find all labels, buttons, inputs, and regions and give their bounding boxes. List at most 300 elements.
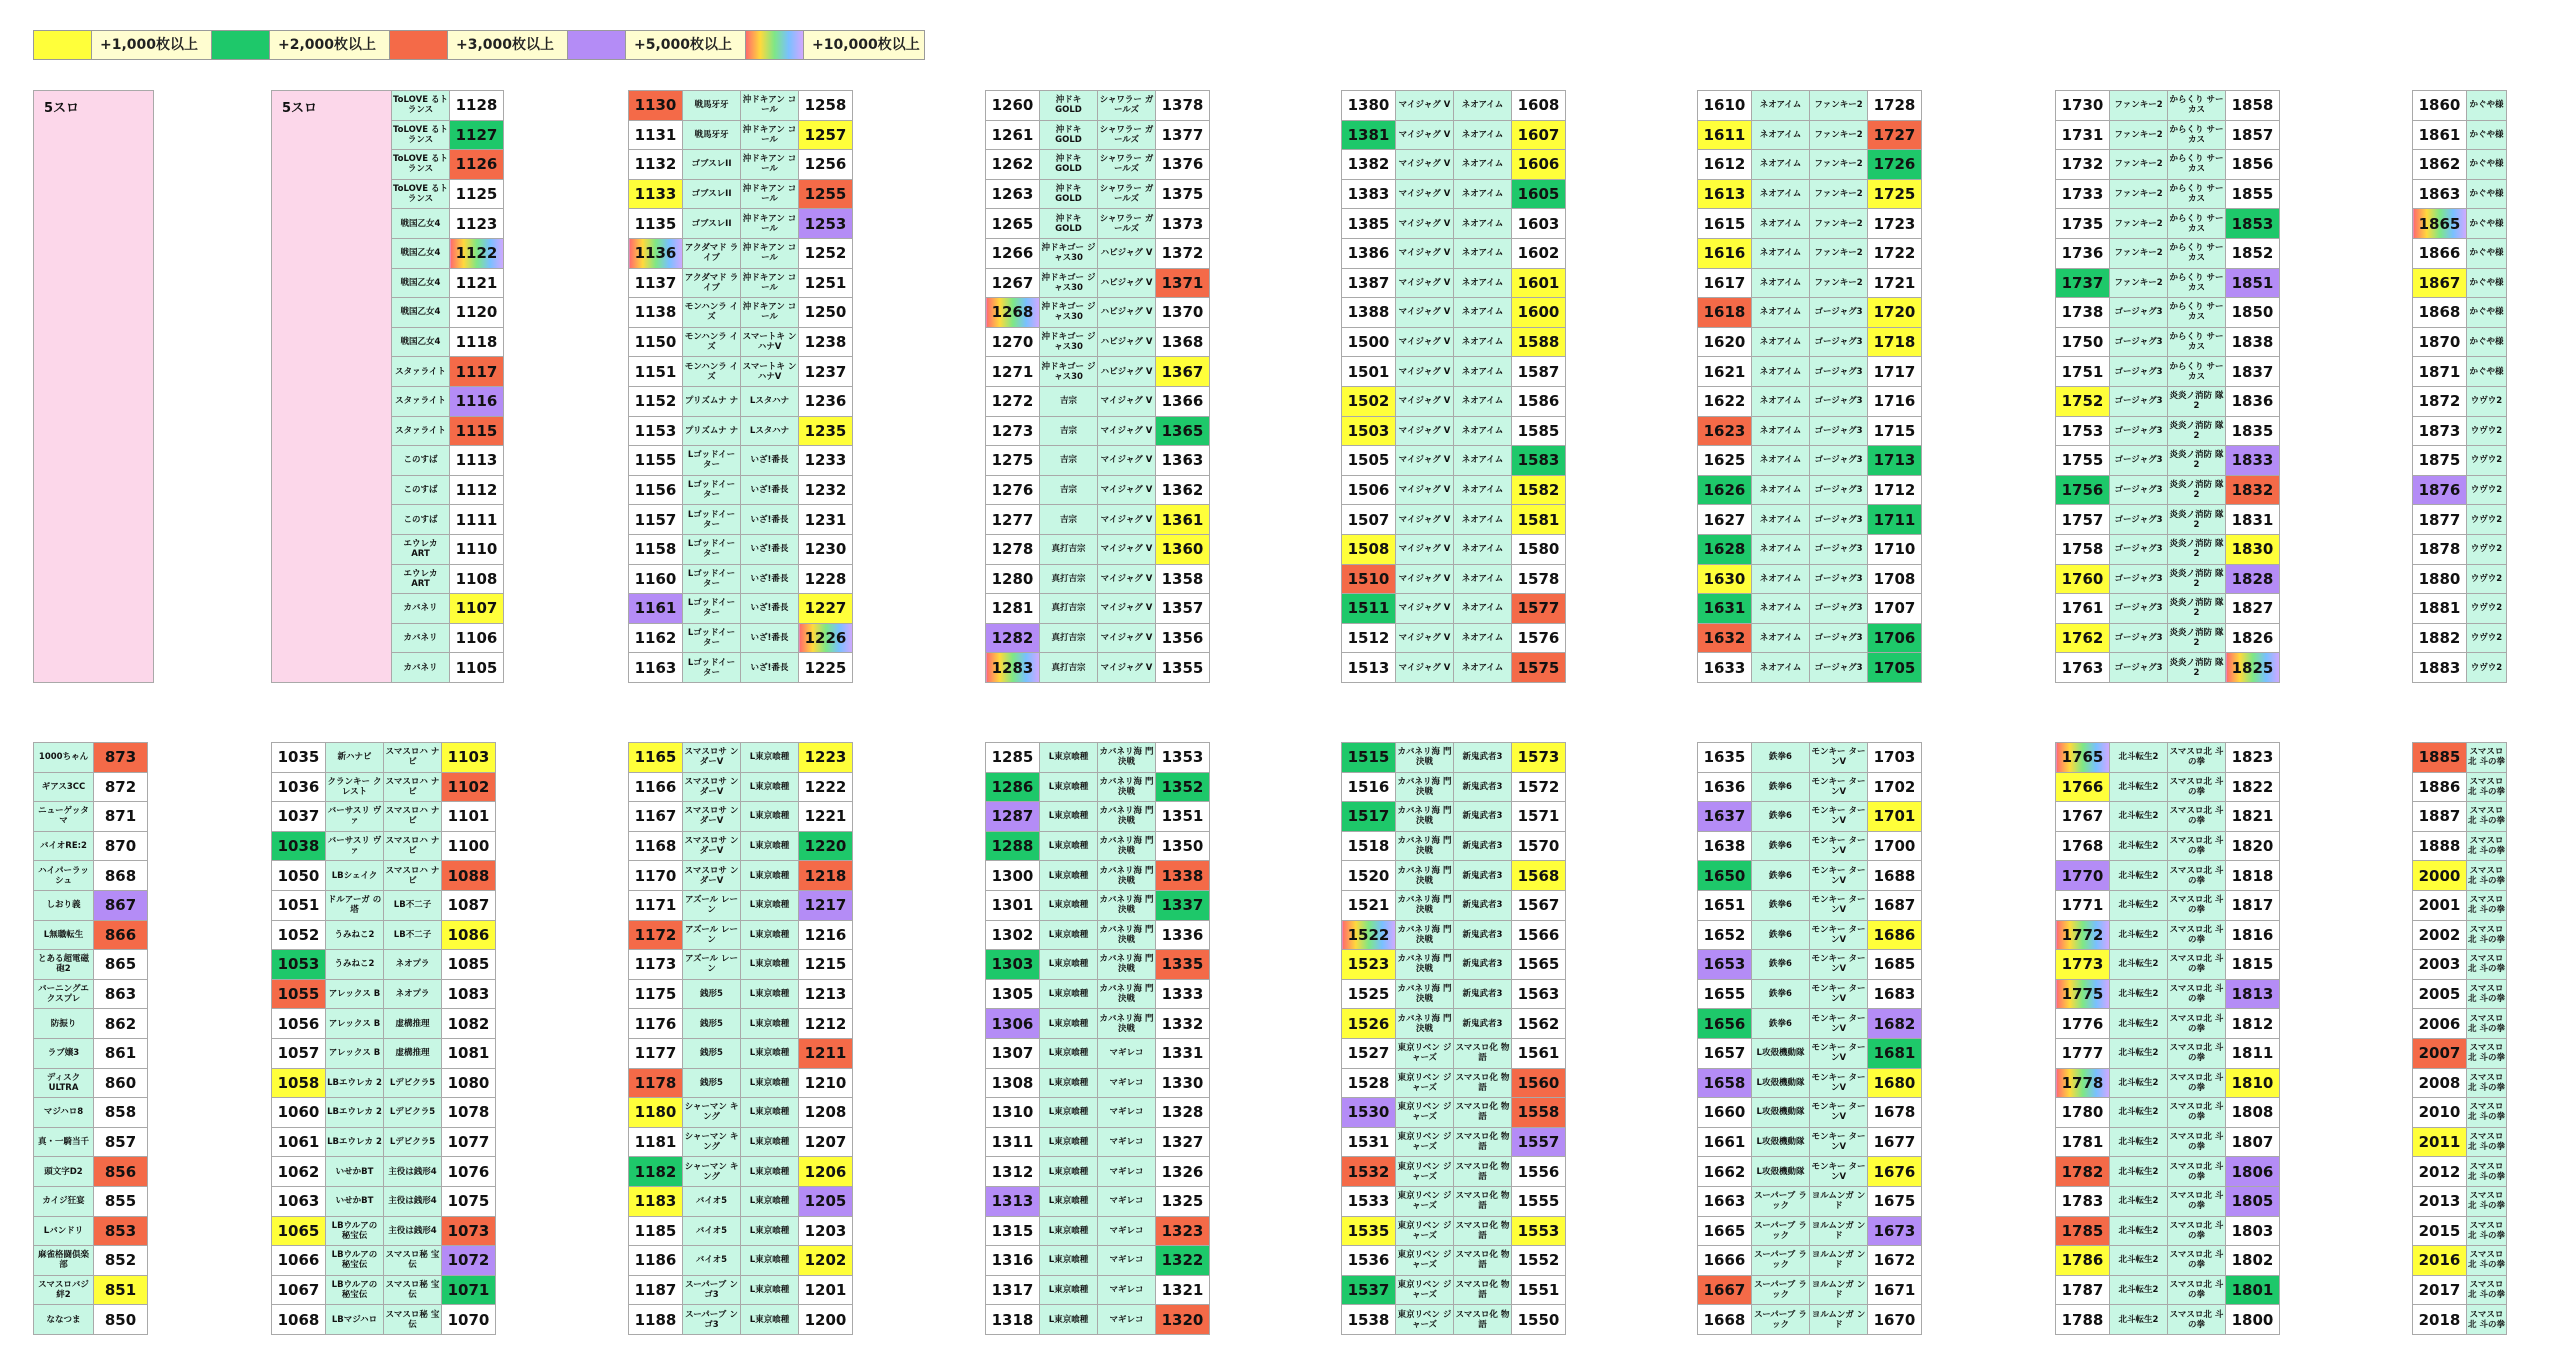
machine-name: カバネリ海 門決戦 xyxy=(1396,861,1454,891)
machine-name: スマスロサ ンダーV xyxy=(683,743,741,773)
machine-name: 北斗転生2 xyxy=(2110,1186,2168,1216)
machine-number: 2008 xyxy=(2413,1068,2467,1098)
machine-name: スマスロ北 斗の拳 xyxy=(2467,1068,2507,1098)
machine-number: 1352 xyxy=(1156,772,1210,802)
machine-name: カバネリ海 門決戦 xyxy=(1098,772,1156,802)
machine-name: スマスロサ ンダーV xyxy=(683,861,741,891)
machine-number: 1237 xyxy=(799,357,853,387)
machine-row xyxy=(629,920,853,950)
machine-row xyxy=(629,505,853,535)
machine-name: 東京リベン ジャーズ xyxy=(1396,1038,1454,1068)
machine-name: ファンキー2 xyxy=(1810,91,1868,121)
machine-number: 1715 xyxy=(1868,416,1922,446)
machine-number: 1636 xyxy=(1698,772,1752,802)
machine-name: 鉄拳6 xyxy=(1752,802,1810,832)
machine-name: ゴージャグ3 xyxy=(2110,446,2168,476)
machine-number: 1121 xyxy=(450,268,504,298)
machine-row xyxy=(2413,1068,2507,1098)
legend-swatch xyxy=(212,31,270,59)
machine-row xyxy=(1698,268,1922,298)
machine-row xyxy=(986,268,1210,298)
machine-number: 1185 xyxy=(629,1216,683,1246)
machine-name: 主役は銭形4 xyxy=(384,1186,442,1216)
machine-row xyxy=(629,534,853,564)
machine-number: 1857 xyxy=(2226,120,2280,150)
machine-row xyxy=(986,1127,1210,1157)
machine-number: 1751 xyxy=(2056,357,2110,387)
machine-name: マイジャグ V xyxy=(1396,653,1454,683)
machine-name: ゴージャグ3 xyxy=(1810,594,1868,624)
machine-number: 1082 xyxy=(442,1009,496,1039)
machine-name: マギレコ xyxy=(1098,1186,1156,1216)
machine-name: カバネリ海 門決戦 xyxy=(1396,979,1454,1009)
machine-row xyxy=(2056,209,2280,239)
machine-row xyxy=(34,831,148,861)
machine-number: 1230 xyxy=(799,534,853,564)
machine-name: Lデビクラ5 xyxy=(384,1127,442,1157)
machine-row xyxy=(2056,594,2280,624)
machine-number: 1065 xyxy=(272,1216,326,1246)
machine-name: スマスロ北 斗の拳 xyxy=(2168,1038,2226,1068)
machine-name: Lゴッドイー ター xyxy=(683,505,741,535)
machine-number: 2011 xyxy=(2413,1127,2467,1157)
machine-name: ウヴウ2 xyxy=(2467,564,2507,594)
machine-number: 1870 xyxy=(2413,327,2467,357)
legend-item xyxy=(746,31,924,59)
machine-number: 1606 xyxy=(1512,150,1566,180)
machine-row xyxy=(2056,831,2280,861)
machine-row xyxy=(272,950,496,980)
machine-number: 1280 xyxy=(986,564,1040,594)
machine-row xyxy=(986,743,1210,773)
machine-name: ゴージャグ3 xyxy=(1810,505,1868,535)
machine-number: 1071 xyxy=(442,1275,496,1305)
machine-name: ネオアイム xyxy=(1454,564,1512,594)
machine-number: 1085 xyxy=(442,950,496,980)
machine-number: 1765 xyxy=(2056,743,2110,773)
machine-name: L東京喰種 xyxy=(1040,920,1098,950)
machine-name: Lゴッドイー ター xyxy=(683,475,741,505)
machine-name: ネオアイム xyxy=(1752,268,1810,298)
machine-name: L東京喰種 xyxy=(1040,979,1098,1009)
machine-name: スマスロハ ナビ xyxy=(384,743,442,773)
machine-name: 鉄拳6 xyxy=(1752,979,1810,1009)
machine-number: 1211 xyxy=(799,1038,853,1068)
machine-name: 沖ドキゴー ジャス30 xyxy=(1040,238,1098,268)
machine-number: 855 xyxy=(94,1186,148,1216)
machine-name: 東京リベン ジャーズ xyxy=(1396,1246,1454,1276)
machine-name: 沖ドキアン コール xyxy=(741,298,799,328)
machine-number: 1668 xyxy=(1698,1305,1752,1335)
machine-row xyxy=(629,1068,853,1098)
machine-name: スマスロ北 斗の拳 xyxy=(2467,1009,2507,1039)
machine-name: マイジャグ V xyxy=(1396,268,1454,298)
machine-name: マギレコ xyxy=(1098,1127,1156,1157)
machine-number: 1512 xyxy=(1342,623,1396,653)
machine-number: 1227 xyxy=(799,594,853,624)
machine-row xyxy=(986,1157,1210,1187)
machine-name: L東京喰種 xyxy=(1040,802,1098,832)
machine-name: 鉄拳6 xyxy=(1752,1009,1810,1039)
machine-name: マギレコ xyxy=(1098,1246,1156,1276)
machine-name: カバネリ海 門決戦 xyxy=(1396,920,1454,950)
machine-number: 1388 xyxy=(1342,298,1396,328)
machine-number: 1167 xyxy=(629,802,683,832)
machine-name: スタァライト xyxy=(392,416,450,446)
machine-name: スマスロハ ナビ xyxy=(384,831,442,861)
machine-row xyxy=(34,950,148,980)
machine-number: 1155 xyxy=(629,446,683,476)
machine-number: 1711 xyxy=(1868,505,1922,535)
machine-number: 1768 xyxy=(2056,831,2110,861)
machine-name: マジハロ8 xyxy=(34,1098,94,1128)
machine-row xyxy=(2056,623,2280,653)
machine-name: Lスタハナ xyxy=(741,416,799,446)
machine-name: モンキー ターンV xyxy=(1810,1098,1868,1128)
machine-number: 1037 xyxy=(272,802,326,832)
machine-block xyxy=(1697,742,1922,1335)
machine-name: L攻殻機動隊 xyxy=(1752,1157,1810,1187)
machine-number: 1783 xyxy=(2056,1186,2110,1216)
machine-number: 1550 xyxy=(1512,1305,1566,1335)
machine-name: ファンキー2 xyxy=(1810,120,1868,150)
machine-row xyxy=(629,890,853,920)
machine-row xyxy=(2056,1068,2280,1098)
machine-number: 1263 xyxy=(986,179,1040,209)
machine-number: 1177 xyxy=(629,1038,683,1068)
machine-name: アレックス B xyxy=(326,1038,384,1068)
machine-name: いざ!番長 xyxy=(741,446,799,476)
machine-name: L東京喰種 xyxy=(741,1068,799,1098)
machine-name: スマスロ化 物語 xyxy=(1454,1157,1512,1187)
machine-number: 1200 xyxy=(799,1305,853,1335)
machine-row xyxy=(272,772,496,802)
machine-number: 1608 xyxy=(1512,91,1566,121)
machine-name: モンキー ターンV xyxy=(1810,772,1868,802)
machine-name: Lデビクラ5 xyxy=(384,1098,442,1128)
machine-row xyxy=(272,1038,496,1068)
machine-name: 炎炎ノ消防 隊2 xyxy=(2168,416,2226,446)
machine-row xyxy=(1698,416,1922,446)
machine-row xyxy=(629,1127,853,1157)
machine-name: マイジャグ V xyxy=(1396,150,1454,180)
machine-number: 1330 xyxy=(1156,1068,1210,1098)
machine-number: 1576 xyxy=(1512,623,1566,653)
machine-number: 1566 xyxy=(1512,920,1566,950)
machine-number: 1231 xyxy=(799,505,853,535)
machine-number: 1235 xyxy=(799,416,853,446)
machine-name: マイジャグ V xyxy=(1396,564,1454,594)
machine-number: 1108 xyxy=(450,564,504,594)
machine-name: ファンキー2 xyxy=(2110,179,2168,209)
machine-row xyxy=(2413,416,2507,446)
machine-number: 1366 xyxy=(1156,386,1210,416)
machine-number: 1662 xyxy=(1698,1157,1752,1187)
machine-row xyxy=(629,950,853,980)
machine-number: 1355 xyxy=(1156,653,1210,683)
machine-number: 1508 xyxy=(1342,534,1396,564)
machine-row xyxy=(1698,120,1922,150)
machine-name: ToLOVE るトランス xyxy=(392,120,450,150)
machine-number: 1700 xyxy=(1868,831,1922,861)
machine-name: モンキー ターンV xyxy=(1810,802,1868,832)
machine-row xyxy=(34,1127,148,1157)
machine-number: 1677 xyxy=(1868,1127,1922,1157)
machine-number: 1203 xyxy=(799,1216,853,1246)
machine-number: 1628 xyxy=(1698,534,1752,564)
machine-number: 1261 xyxy=(986,120,1040,150)
machine-number: 1803 xyxy=(2226,1216,2280,1246)
machine-name: ディスクULTRA xyxy=(34,1068,94,1098)
machine-row xyxy=(1698,802,1922,832)
machine-name: ゴージャグ3 xyxy=(1810,475,1868,505)
machine-name: スマートキ ンハナV xyxy=(741,357,799,387)
machine-row xyxy=(2413,653,2507,683)
machine-row xyxy=(2056,1246,2280,1276)
machine-row xyxy=(272,802,496,832)
machine-number: 1817 xyxy=(2226,890,2280,920)
machine-name: プリズムナ ナ xyxy=(683,386,741,416)
machine-name: スマスロ北 斗の拳 xyxy=(2168,1275,2226,1305)
machine-number: 1332 xyxy=(1156,1009,1210,1039)
machine-number: 1827 xyxy=(2226,594,2280,624)
machine-name: 沖ドキ GOLD xyxy=(1040,120,1098,150)
machine-name: 新鬼武者3 xyxy=(1454,831,1512,861)
machine-name: スマスロ北 斗の拳 xyxy=(2168,1009,2226,1039)
machine-row xyxy=(34,1305,148,1335)
machine-number: 1872 xyxy=(2413,386,2467,416)
machine-row xyxy=(2056,238,2280,268)
machine-name: マイジャグ V xyxy=(1396,534,1454,564)
machine-name: ネオアイム xyxy=(1752,357,1810,387)
machine-name: モンハンラ イズ xyxy=(683,298,741,328)
machine-number: 1572 xyxy=(1512,772,1566,802)
machine-number: 1283 xyxy=(986,653,1040,683)
machine-number: 1382 xyxy=(1342,150,1396,180)
machine-name: 新鬼武者3 xyxy=(1454,772,1512,802)
machine-name: マイジャグ V xyxy=(1396,446,1454,476)
machine-number: 1078 xyxy=(442,1098,496,1128)
machine-name: ネオアイム xyxy=(1454,238,1512,268)
machine-name: L東京喰種 xyxy=(741,1216,799,1246)
machine-name: カバネリ海 門決戦 xyxy=(1098,831,1156,861)
machine-row xyxy=(2413,890,2507,920)
machine-number: 1573 xyxy=(1512,743,1566,773)
machine-name: 戦国乙女4 xyxy=(392,268,450,298)
machine-row xyxy=(986,1275,1210,1305)
machine-name: 東京リベン ジャーズ xyxy=(1396,1127,1454,1157)
machine-number: 1670 xyxy=(1868,1305,1922,1335)
machine-name: スマスロ北 斗の拳 xyxy=(2168,1068,2226,1098)
machine-number: 1688 xyxy=(1868,861,1922,891)
machine-name: かぐや様 xyxy=(2467,357,2507,387)
machine-number: 1276 xyxy=(986,475,1040,505)
machine-number: 873 xyxy=(94,743,148,773)
machine-name: スタァライト xyxy=(392,357,450,387)
machine-row xyxy=(2413,1157,2507,1187)
machine-number: 1270 xyxy=(986,327,1040,357)
machine-number: 1061 xyxy=(272,1127,326,1157)
machine-row xyxy=(629,238,853,268)
machine-name: L東京喰種 xyxy=(1040,890,1098,920)
machine-number: 1115 xyxy=(450,416,504,446)
machine-row xyxy=(2056,1186,2280,1216)
machine-name: かぐや様 xyxy=(2467,209,2507,239)
machine-row xyxy=(2413,594,2507,624)
machine-number: 1386 xyxy=(1342,238,1396,268)
machine-name: ネオプラ xyxy=(384,950,442,980)
machine-row xyxy=(34,802,148,832)
machine-name: スマスロ北 斗の拳 xyxy=(2168,772,2226,802)
machine-name: ゴージャグ3 xyxy=(1810,327,1868,357)
machine-number: 1060 xyxy=(272,1098,326,1128)
machine-number: 1861 xyxy=(2413,120,2467,150)
machine-row xyxy=(1342,238,1566,268)
machine-number: 1150 xyxy=(629,327,683,357)
machine-number: 1581 xyxy=(1512,505,1566,535)
machine-name: モンキー ターンV xyxy=(1810,743,1868,773)
machine-name: からくり サーカス xyxy=(2168,268,2226,298)
machine-number: 1326 xyxy=(1156,1157,1210,1187)
machine-row xyxy=(629,475,853,505)
machine-name: うみねこ2 xyxy=(326,950,384,980)
machine-number: 1267 xyxy=(986,268,1040,298)
machine-number: 1601 xyxy=(1512,268,1566,298)
machine-number: 1831 xyxy=(2226,505,2280,535)
machine-name: LB不二子 xyxy=(384,920,442,950)
machine-number: 2017 xyxy=(2413,1275,2467,1305)
machine-name: モンキー ターンV xyxy=(1810,1157,1868,1187)
machine-number: 1052 xyxy=(272,920,326,950)
machine-number: 1862 xyxy=(2413,150,2467,180)
machine-row xyxy=(1342,1009,1566,1039)
machine-name: スマスロ北 斗の拳 xyxy=(2168,920,2226,950)
machine-name: スマスロ北 斗の拳 xyxy=(2168,802,2226,832)
machine-number: 1558 xyxy=(1512,1098,1566,1128)
machine-name: マイジャグ V xyxy=(1396,120,1454,150)
machine-name: マイジャグ V xyxy=(1098,446,1156,476)
machine-number: 1877 xyxy=(2413,505,2467,535)
machine-name: モンキー ターンV xyxy=(1810,979,1868,1009)
machine-row xyxy=(1698,1098,1922,1128)
machine-name: 鉄拳6 xyxy=(1752,831,1810,861)
machine-number: 1365 xyxy=(1156,416,1210,446)
machine-row xyxy=(272,831,496,861)
machine-row xyxy=(2056,1098,2280,1128)
machine-name: L東京喰種 xyxy=(1040,1009,1098,1039)
machine-row xyxy=(1342,831,1566,861)
machine-name: 主役は銭形4 xyxy=(384,1216,442,1246)
machine-number: 1222 xyxy=(799,772,853,802)
machine-row xyxy=(2413,950,2507,980)
machine-row xyxy=(2413,446,2507,476)
machine-name: ゴージャグ3 xyxy=(1810,534,1868,564)
machine-name: スマスロ北 斗の拳 xyxy=(2168,831,2226,861)
machine-number: 1375 xyxy=(1156,179,1210,209)
machine-name: モンキー ターンV xyxy=(1810,1038,1868,1068)
machine-name: いざ!番長 xyxy=(741,505,799,535)
machine-number: 1626 xyxy=(1698,475,1752,505)
machine-name: ヨルムンガ ンド xyxy=(1810,1216,1868,1246)
legend-label: +3,000枚以上 xyxy=(448,31,568,59)
machine-name: 沖ドキアン コール xyxy=(741,179,799,209)
machine-name: マイジャグ V xyxy=(1098,416,1156,446)
machine-name: L東京喰種 xyxy=(1040,1038,1098,1068)
machine-name: LBマジハロ xyxy=(326,1305,384,1335)
machine-number: 1737 xyxy=(2056,268,2110,298)
machine-name: 炎炎ノ消防 隊2 xyxy=(2168,653,2226,683)
machine-number: 1812 xyxy=(2226,1009,2280,1039)
machine-number: 1571 xyxy=(1512,802,1566,832)
machine-row xyxy=(2056,1216,2280,1246)
machine-number: 1735 xyxy=(2056,209,2110,239)
machine-number: 1805 xyxy=(2226,1186,2280,1216)
machine-number: 1868 xyxy=(2413,298,2467,328)
machine-number: 1265 xyxy=(986,209,1040,239)
machine-name: 真打吉宗 xyxy=(1040,653,1098,683)
machine-row xyxy=(1698,534,1922,564)
machine-name: 沖ドキアン コール xyxy=(741,268,799,298)
machine-name: ネオアイム xyxy=(1454,91,1512,121)
machine-number: 1620 xyxy=(1698,327,1752,357)
machine-name: ネオアイム xyxy=(1454,505,1512,535)
machine-name: ネオアイム xyxy=(1752,120,1810,150)
machine-row xyxy=(34,743,148,773)
machine-number: 1135 xyxy=(629,209,683,239)
machine-number: 1806 xyxy=(2226,1157,2280,1187)
machine-row xyxy=(1698,209,1922,239)
machine-number: 1160 xyxy=(629,564,683,594)
machine-name: ネオアイム xyxy=(1752,564,1810,594)
machine-number: 1707 xyxy=(1868,594,1922,624)
machine-number: 1507 xyxy=(1342,505,1396,535)
machine-name: L東京喰種 xyxy=(1040,861,1098,891)
machine-number: 1780 xyxy=(2056,1098,2110,1128)
machine-name: スマスロ北 斗の拳 xyxy=(2168,1098,2226,1128)
machine-name: ネオアイム xyxy=(1752,91,1810,121)
machine-number: 1782 xyxy=(2056,1157,2110,1187)
machine-number: 1553 xyxy=(1512,1216,1566,1246)
machine-number: 1506 xyxy=(1342,475,1396,505)
machine-number: 1123 xyxy=(450,209,504,239)
machine-name: しおり義 xyxy=(34,890,94,920)
machine-number: 1787 xyxy=(2056,1275,2110,1305)
machine-number: 1357 xyxy=(1156,594,1210,624)
machine-number: 1563 xyxy=(1512,979,1566,1009)
machine-name: 新鬼武者3 xyxy=(1454,890,1512,920)
machine-number: 1073 xyxy=(442,1216,496,1246)
machine-row xyxy=(2056,1275,2280,1305)
machine-number: 1515 xyxy=(1342,743,1396,773)
machine-number: 1205 xyxy=(799,1186,853,1216)
machine-number: 1821 xyxy=(2226,802,2280,832)
machine-row xyxy=(629,1009,853,1039)
machine-number: 1363 xyxy=(1156,446,1210,476)
machine-number: 1882 xyxy=(2413,623,2467,653)
machine-row xyxy=(2056,327,2280,357)
machine-row xyxy=(1342,890,1566,920)
machine-row xyxy=(986,653,1210,683)
machine-number: 1766 xyxy=(2056,772,2110,802)
machine-name: ネオアイム xyxy=(1454,298,1512,328)
machine-row xyxy=(986,327,1210,357)
machine-number: 1223 xyxy=(799,743,853,773)
machine-number: 1836 xyxy=(2226,386,2280,416)
machine-number: 1635 xyxy=(1698,743,1752,773)
machine-number: 1313 xyxy=(986,1186,1040,1216)
machine-name: L東京喰種 xyxy=(741,802,799,832)
machine-name: シャワラー ガールズ xyxy=(1098,91,1156,121)
